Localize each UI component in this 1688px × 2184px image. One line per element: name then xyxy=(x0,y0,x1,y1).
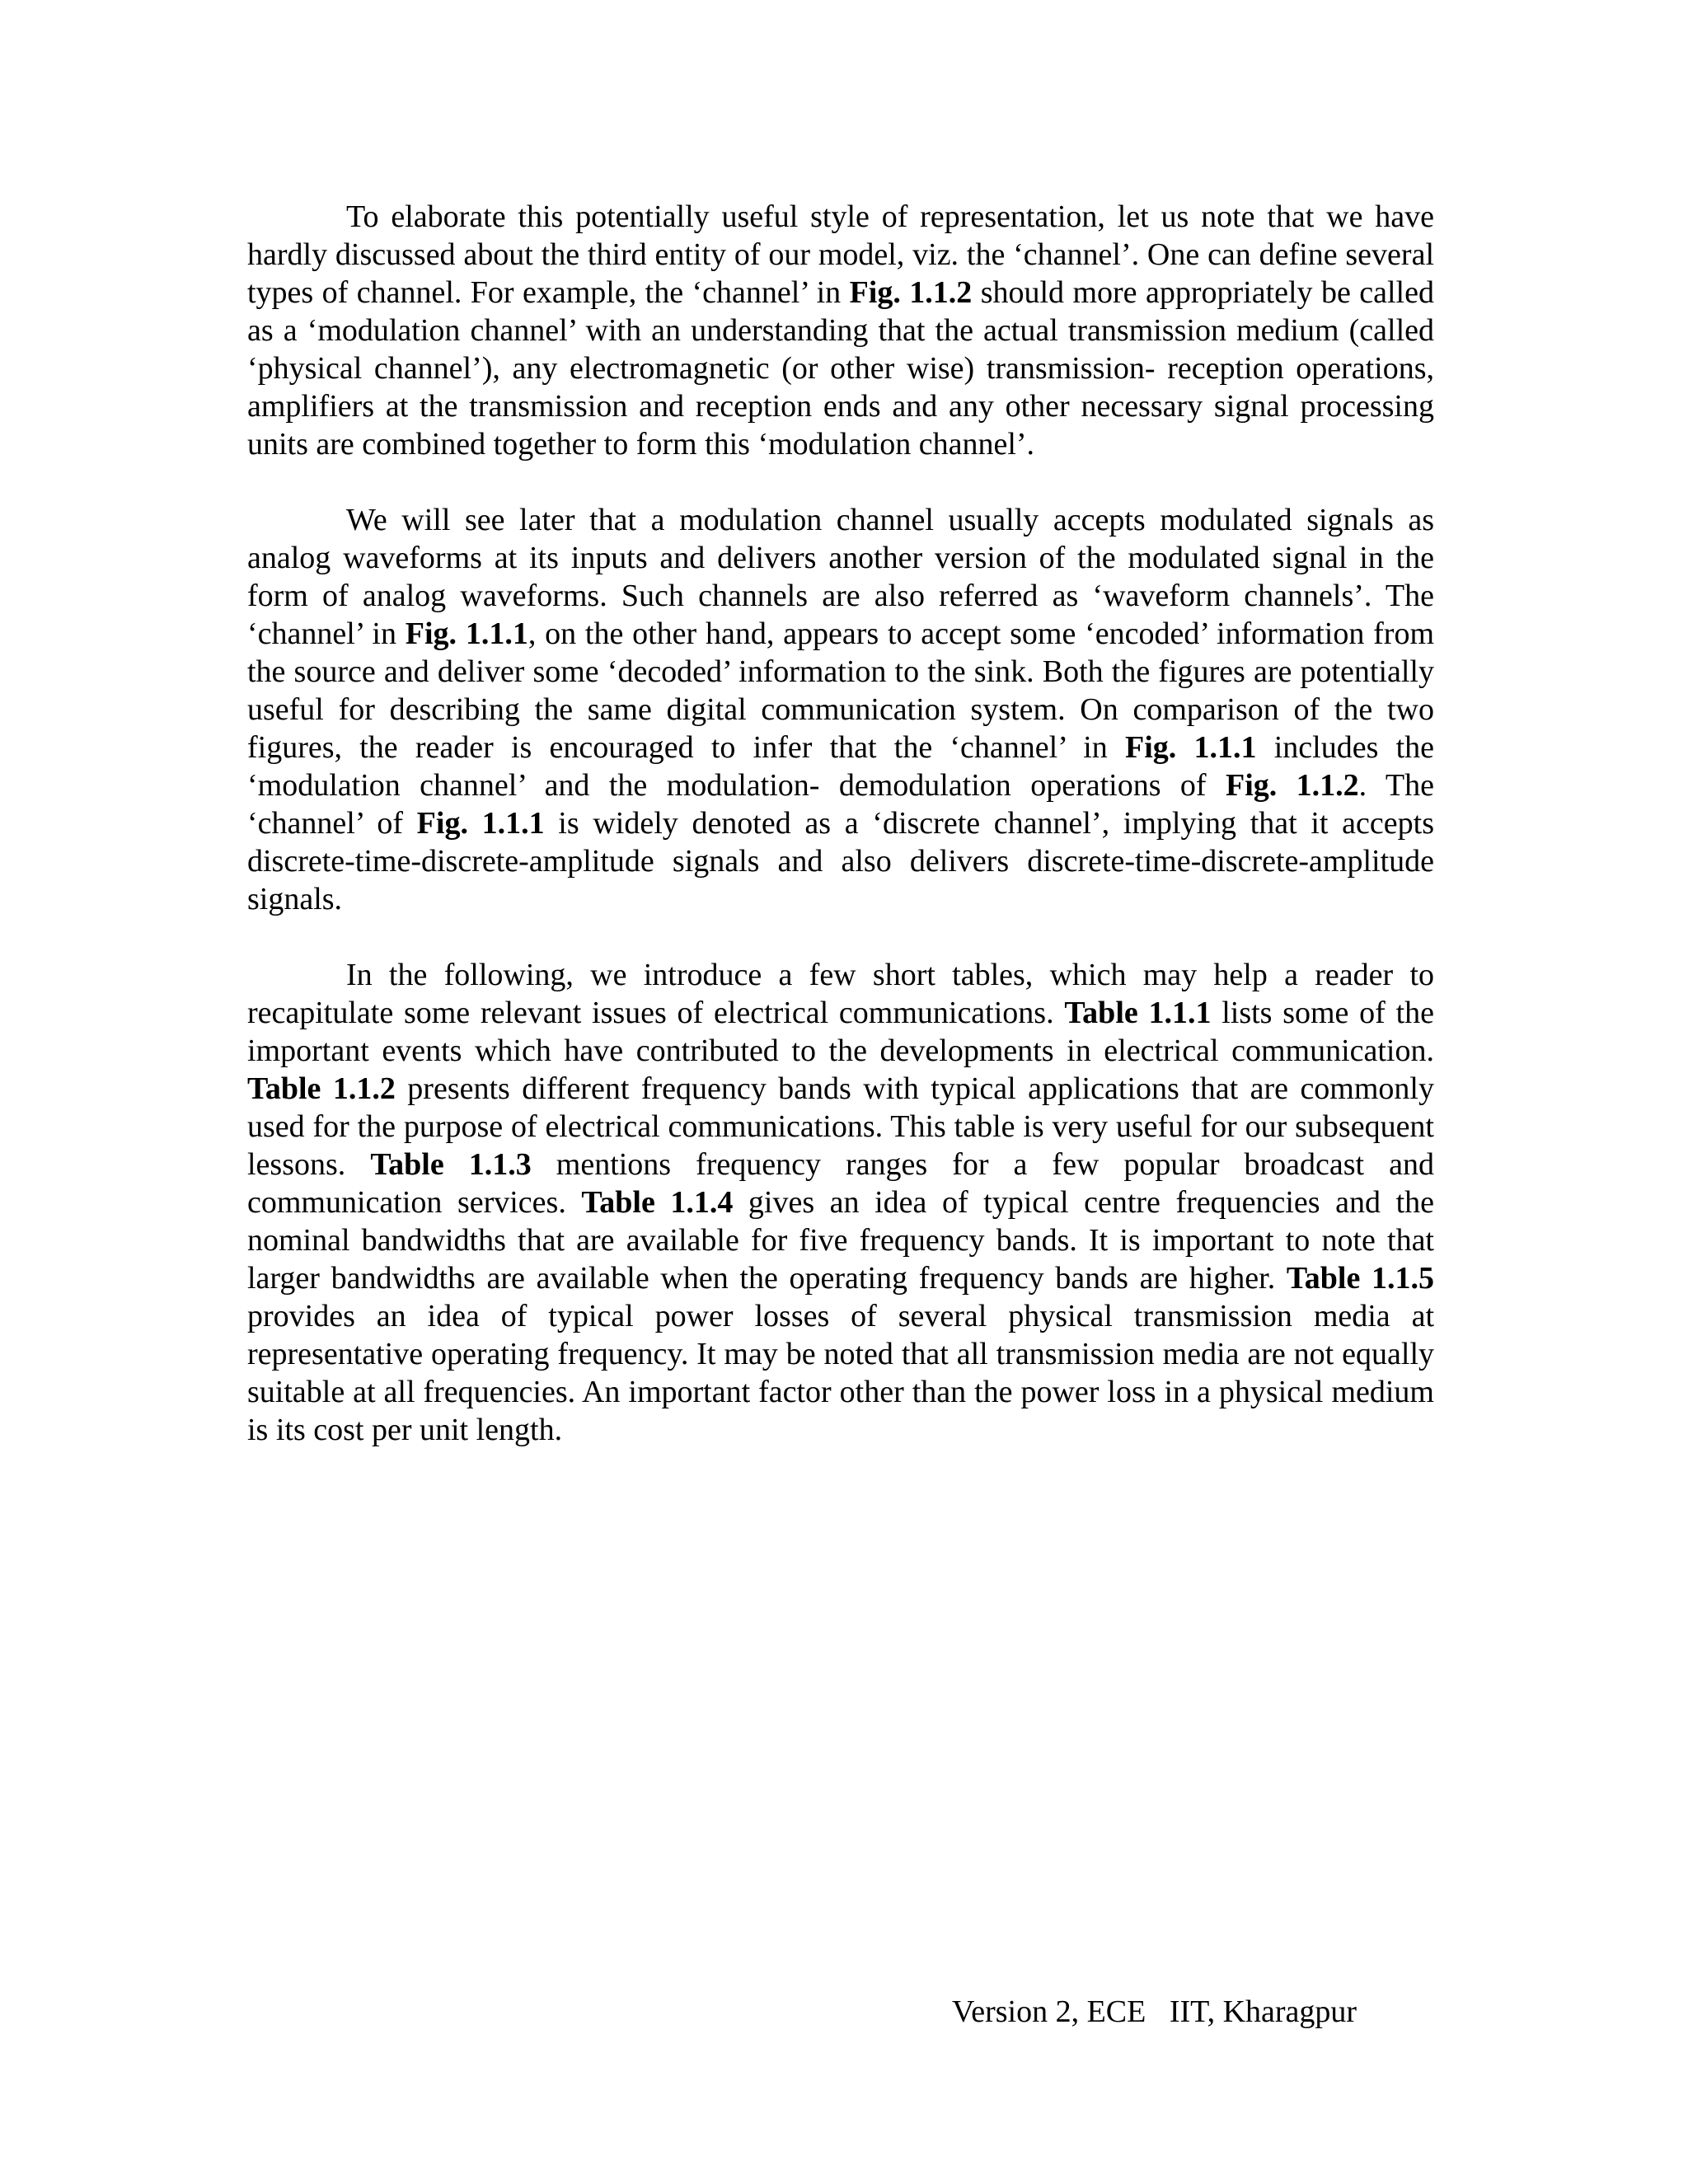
bold-reference: Fig. 1.1.1 xyxy=(405,616,528,651)
paragraph-2 xyxy=(247,501,1434,918)
text-run: , on the other hand, appears to accept some ‘encoded’ information from the source and deliver some ‘decoded’ information to the sink. Both the figures are potentially useful for describing the same digital communication system. On comparison of the two figures, the reader is encouraged to infer that the ‘channel’ in xyxy=(247,616,1435,765)
text-run: To elaborate this potentially useful style of representation, let us note that we have hardly discussed about the third entity of our model, viz. the ‘channel’. One can define several types of channel. For example, the ‘channel’ in xyxy=(247,199,1434,310)
paragraph-3 xyxy=(247,956,1434,1449)
bold-reference: Table 1.1.1 xyxy=(1064,996,1212,1030)
page-footer: Version 2, ECE IIT, Kharagpur xyxy=(952,1994,1357,2029)
bold-reference: Fig. 1.1.2 xyxy=(1225,768,1359,803)
bold-reference: Table 1.1.3 xyxy=(370,1147,532,1182)
text-run: includes the ‘modulation channel’ and the modulation- demodulation operations of xyxy=(247,730,1434,803)
text-run: lists some of the important events which have contributed to the developments in electrical communication. xyxy=(247,996,1434,1068)
bold-reference: Fig. 1.1.2 xyxy=(849,275,973,310)
text-run: presents different frequency bands with typical applications that are commonly used for the purpose of electrical communications. This table is very useful for our subsequent lessons. xyxy=(247,1071,1434,1182)
bold-reference: Table 1.1.5 xyxy=(1286,1261,1434,1296)
text-run: gives an idea of typical centre frequencies and the nominal bandwidths that are available for five frequency bands. It is important to note that larger bandwidths are available when the operating frequency bands are higher. xyxy=(247,1185,1434,1296)
text-run: mentions frequency ranges for a few popular broadcast and communication services. xyxy=(247,1147,1434,1220)
paragraph-1 xyxy=(247,198,1434,463)
text-run: is widely denoted as a ‘discrete channel’, implying that it accepts discrete-time-discrete-amplitude signals and also delivers discrete-time-discrete-amplitude signals. xyxy=(247,806,1434,916)
bold-reference: Table 1.1.4 xyxy=(581,1185,734,1220)
text-run: provides an idea of typical power losses of several physical transmission media at representative operating frequency. It may be noted that all transmission media are not equally suitable at all frequencies. An important factor other than the power loss in a physical medium is its cost per unit length. xyxy=(247,1299,1434,1447)
bold-reference: Fig. 1.1.1 xyxy=(416,806,545,841)
text-run: We will see later that a modulation channel usually accepts modulated signals as analog waveforms at its inputs and delivers another version of the modulated signal in the form of analog waveforms. Such channels are also referred as ‘waveform channels’. The ‘channel’ in xyxy=(247,503,1434,651)
text-run: In the following, we introduce a few short tables, which may help a reader to recapitulate some relevant issues of electrical communications. xyxy=(247,958,1434,1030)
text-run: should more appropriately be called as a ‘modulation channel’ with an understanding that the actual transmission medium (called ‘physical channel’), any electromagnetic (or other wise) transmission- reception operations, amplifiers at the transmission and reception ends and any other necessary signal processing units are combined together to form this ‘modulation channel’. xyxy=(247,275,1434,462)
text-run: . The ‘channel’ of xyxy=(247,768,1434,841)
bold-reference: Table 1.1.2 xyxy=(247,1071,396,1106)
body-text xyxy=(247,198,1434,1487)
bold-reference: Fig. 1.1.1 xyxy=(1125,730,1257,765)
